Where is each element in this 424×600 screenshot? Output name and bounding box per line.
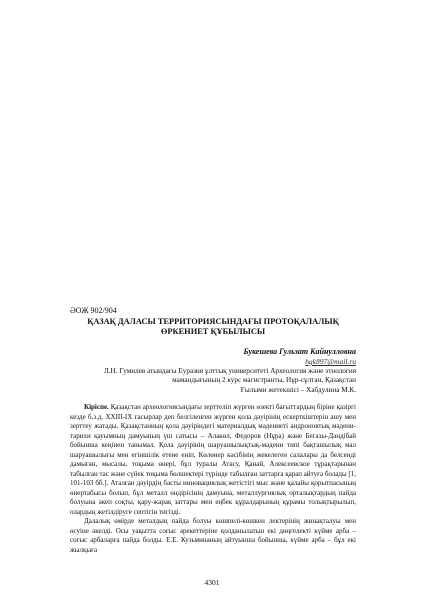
- article-title: ҚАЗАҚ ДАЛАСЫ ТЕРРИТОРИЯСЫНДАҒЫ ПРОТОҚАЛАЛЫҚ ӨРКЕНИЕТ ҚҰБЫЛЫСЫ: [87, 317, 339, 336]
- body-paragraph: [70, 517, 356, 555]
- section-keyword: Кіріспе.: [84, 403, 109, 411]
- affiliation-line-2: мамандығының 2 курс магистранты, Нұр-сұлтан, Қазақстан: [172, 376, 356, 385]
- page-number: 4301: [204, 578, 220, 587]
- body-paragraph: [70, 403, 356, 517]
- author-line: [70, 347, 356, 356]
- supervisor-line: Ғылыми жетекшісі – Хабдулина М.К.: [240, 385, 356, 394]
- author-email[interactable]: bgk897@mail.ru: [305, 357, 356, 366]
- affiliation: [70, 367, 356, 395]
- article-body: [70, 403, 356, 555]
- paragraph-text: Далалық өмірде металдың пайда болуы көшпелі-көшкен лектерінің жинақталуы мен өсуіне әкелді. Осы уақытта соғыс әрекеттеріне қолданылатын екі дөңгелекті күйме арба – соғыс арбаларға пайда болды. Е.Е. Кузьминаның айтуынша бойынша, күйме арба – бұл екі жылқыға: [70, 517, 356, 554]
- udc-code: ӘОЖ 902/904: [70, 306, 117, 315]
- author-name: Букешева Гульзат Кайнулловна: [243, 347, 356, 356]
- paragraph-text: Қазақстан археологиясындағы зерттеліп жүрген өзекті бағыттардың біріне қазіргі кезде б.з.д. XXIII-IX ғасырлар деп белгіленген жүрген қола дәуірінің ескерткіштерін ашу мен зерттеу жатады. Қазақстанның қола дәуіріндегі материалдық мәдениеті андроновтық мәдени-тарихи қауымның дамуының үш сатысы – Алакөл, Федоров (Нұра) және Бегазы-Дәндібай бойынша кеңінен танымал. Қола дәуірінің шаруашылықтық-мәдени типі бақташылық мал шаруашылығы мен егіншілік етене еніп, Көлөнер кәсібінің жекелеген салалары да белсенді дамыған, мысалы, тоқыма өнері, бұл туралы Атасу, Қанай, Алексеевское тұрақтарынан табылған тас және сүйек тоқыма бөлшектері түрінде табылған заттарға қарап айтуға болады [1, 101-103 бб.]. Аталған дәуірдің басты инновациялық жетістігі мыс және қалайы қорытпасының өнертабысы болып, бұл металл өндірісінің дамуына, металлургиялық орталықтардың пайда болуына әкеп соқты, қару-жарақ заттары мен еңбек құралдарының құрамы толықтырылып, олардың жетілдіруге септігін тигізді.: [70, 403, 356, 516]
- affiliation-line-1: Л.Н. Гумилев атындағы Еуразия ұлттық университеті Археология және этнология: [103, 367, 356, 375]
